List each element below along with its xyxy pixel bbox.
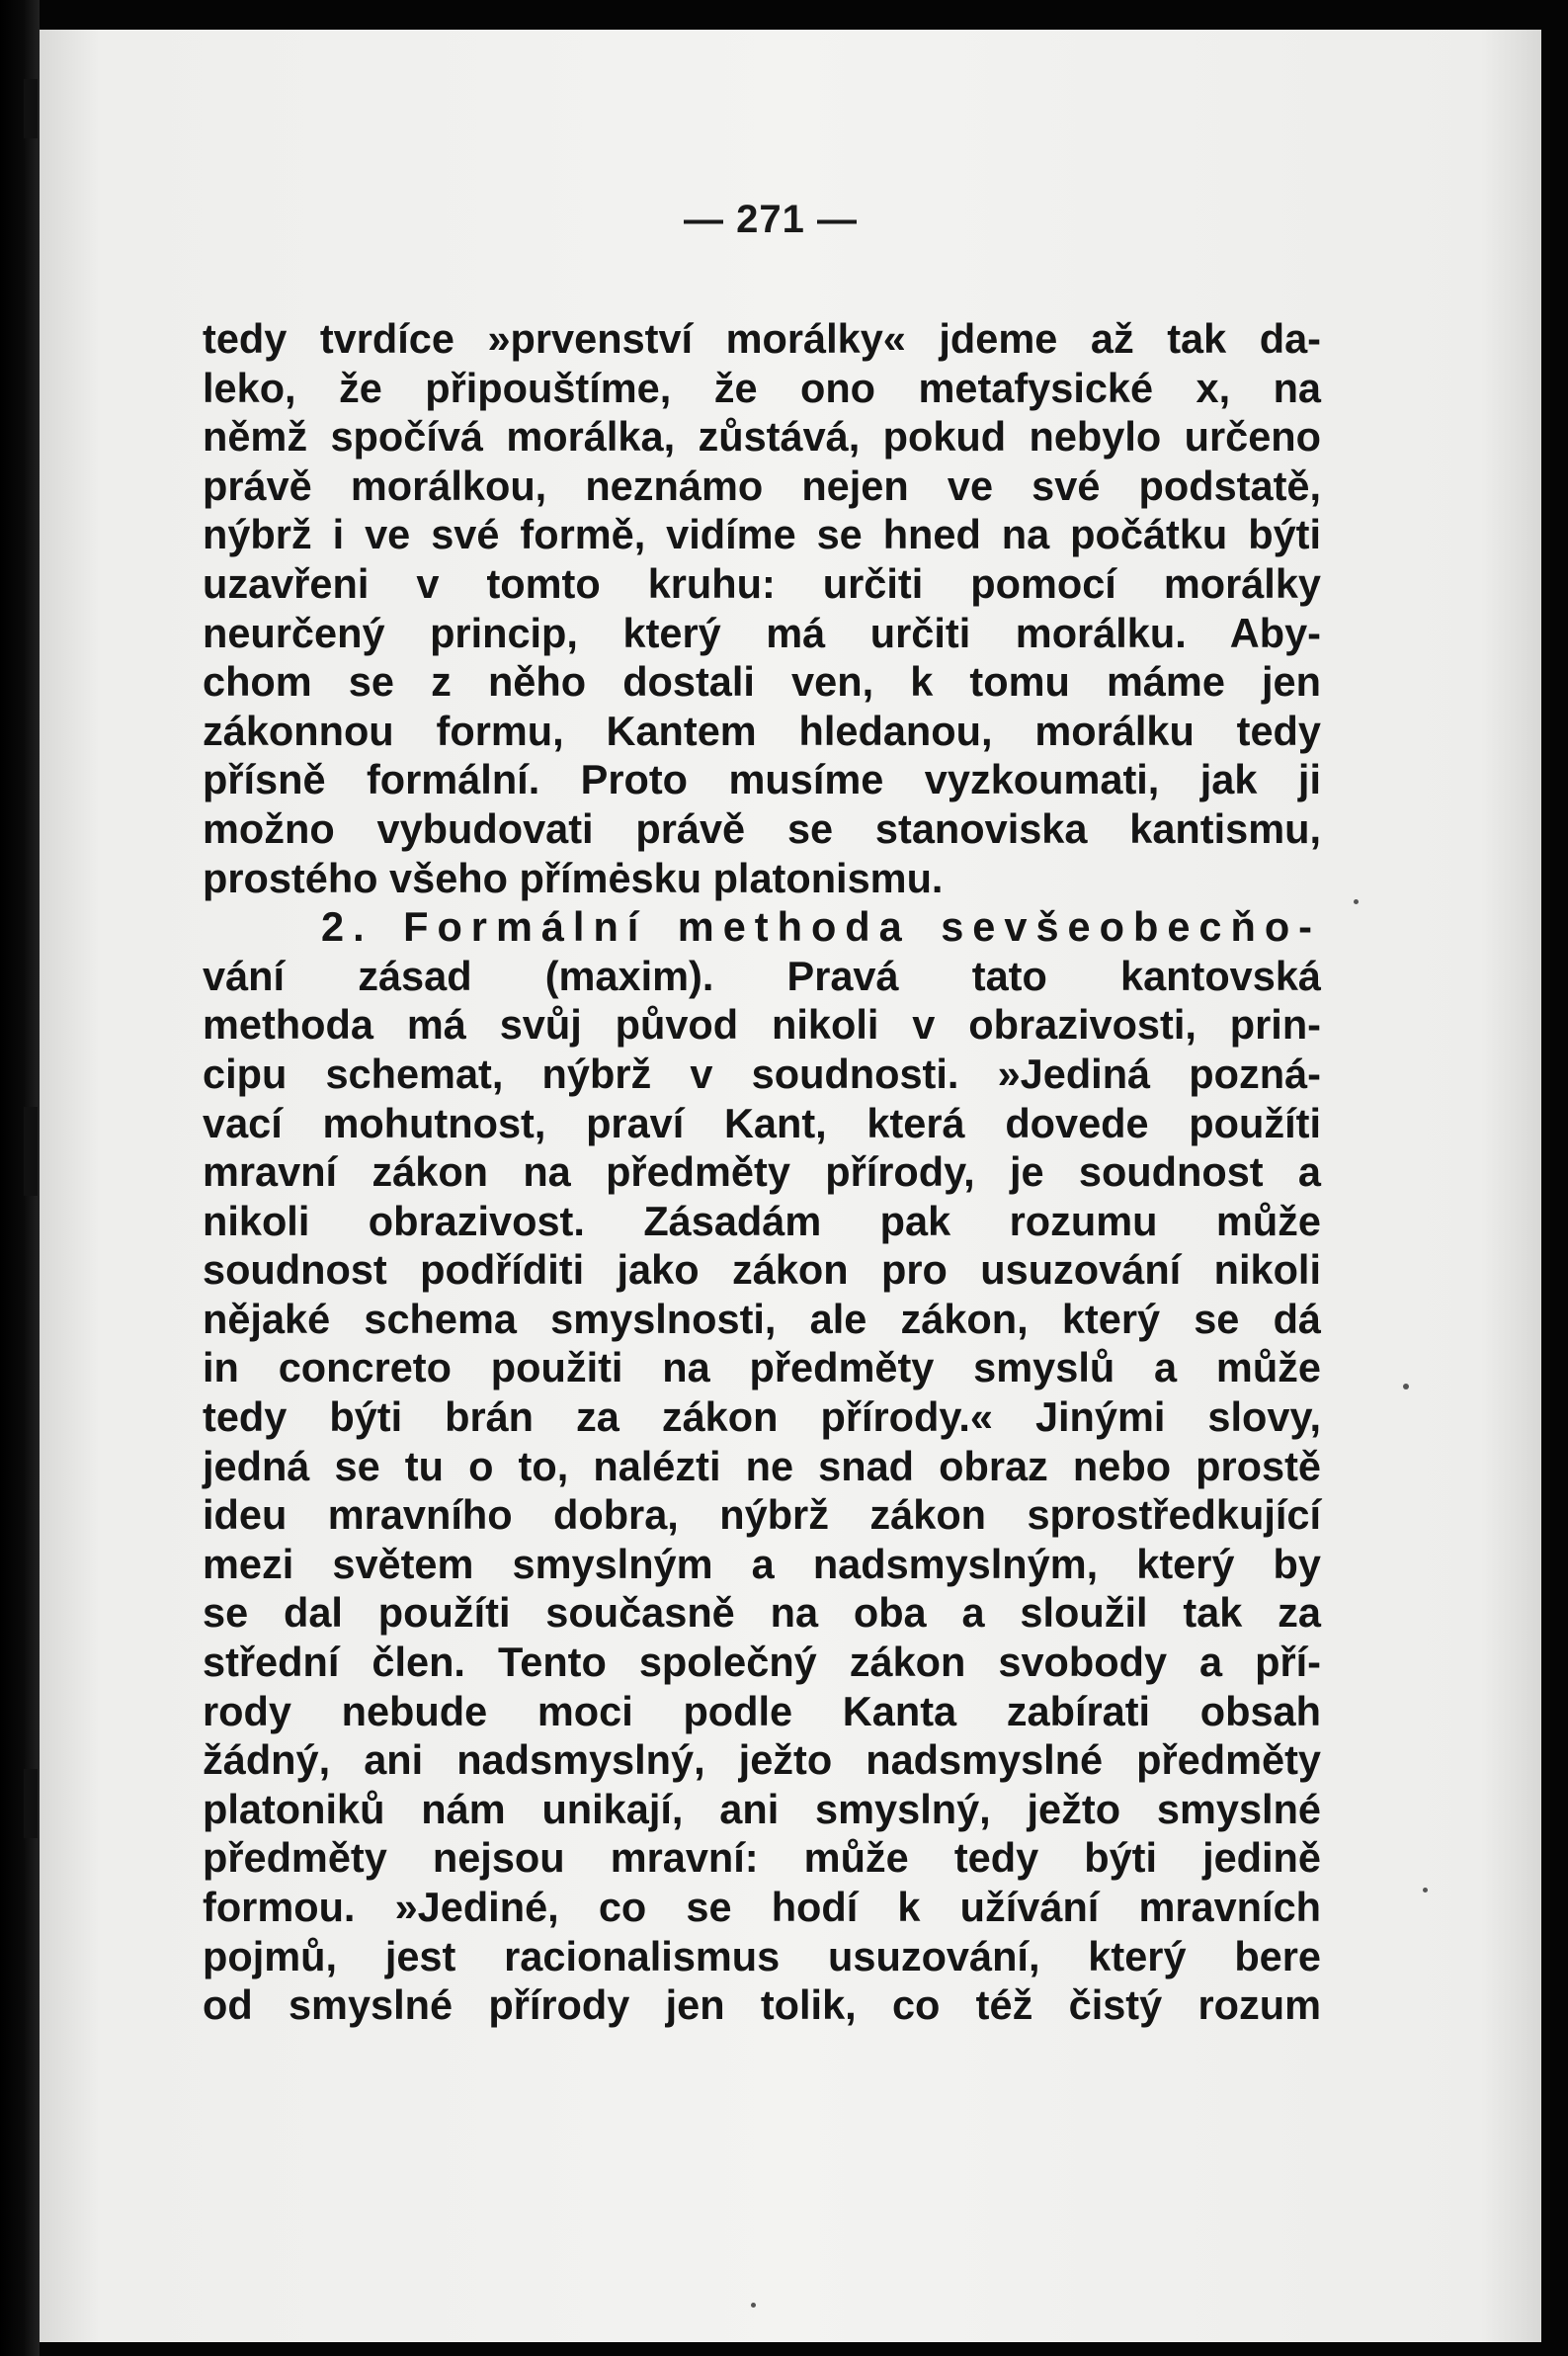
text-line: methoda má svůj původ nikoli v obrazivosti, prin- bbox=[203, 1001, 1321, 1049]
text-line: nýbrž i ve své formě, vidíme se hned na počátku býti bbox=[203, 511, 1321, 558]
text-line: formou. »Jediné, co se hodí k užívání mravních bbox=[203, 1884, 1321, 1930]
text-line: se dal použíti současně na oba a sloužil tak za bbox=[203, 1589, 1321, 1637]
text-line: platoniků nám unikají, ani smyslný, ježto smyslné bbox=[203, 1785, 1321, 1832]
section-heading-line: 2. Formální methoda sevšeobecňo- bbox=[321, 903, 1321, 951]
binding-clip-mark bbox=[24, 79, 38, 138]
text-line: vací mohutnost, praví Kant, která dovede použíti bbox=[203, 1099, 1321, 1146]
text-line: střední člen. Tento společný zákon svobody a pří- bbox=[203, 1639, 1321, 1686]
book-binding-edge bbox=[0, 0, 40, 2356]
text-line: možno vybudovati právě se stanoviska kantismu, bbox=[203, 804, 1321, 852]
text-line: uzavřeni v tomto kruhu: určiti pomocí morálky bbox=[203, 559, 1321, 607]
text-line: soudnost podříditi jako zákon pro usuzování nikoli bbox=[203, 1246, 1321, 1294]
text-line: předměty nejsou mravní: může tedy býti jedině bbox=[203, 1834, 1321, 1882]
text-line: chom se z něho dostali ven, k tomu máme jen bbox=[203, 658, 1321, 706]
text-line: neurčený princip, který má určiti morálku. Aby- bbox=[203, 609, 1321, 656]
text-line: in concreto použiti na předměty smyslů a může bbox=[203, 1344, 1321, 1391]
text-line: přísně formální. Proto musíme vyzkoumati, jak ji bbox=[203, 756, 1321, 803]
text-line: nějaké schema smyslnosti, ale zákon, který se dá bbox=[203, 1295, 1321, 1342]
text-line: tedy býti brán za zákon přírody.« Jinými slovy, bbox=[203, 1393, 1321, 1441]
text-line: němž spočívá morálka, zůstává, pokud nebylo určeno bbox=[203, 413, 1321, 461]
body-text bbox=[203, 314, 1321, 2030]
text-line: leko, že připouštíme, že ono metafysické x, na bbox=[203, 364, 1321, 411]
text-line: cipu schemat, nýbrž v soudnosti. »Jediná pozná- bbox=[203, 1050, 1321, 1097]
text-line: od smyslné přírody jen tolik, co též čistý rozum bbox=[203, 1981, 1321, 2029]
text-line: prostého všeho přímėsku platonismu. bbox=[203, 854, 944, 901]
text-line: žádný, ani nadsmyslný, ježto nadsmyslné předměty bbox=[203, 1736, 1321, 1784]
text-line: vání zásad (maxim). Pravá tato kantovská bbox=[203, 952, 1321, 999]
paper-speck bbox=[751, 2303, 756, 2308]
page-number: — 271 — bbox=[684, 198, 858, 241]
binding-clip-mark bbox=[24, 1769, 38, 1838]
text-line: mravní zákon na předměty přírody, je soudnost a bbox=[203, 1148, 1321, 1196]
paper-speck bbox=[1354, 899, 1359, 904]
text-line: nikoli obrazivost. Zásadám pak rozumu může bbox=[203, 1197, 1321, 1244]
text-line: pojmů, jest racionalismus usuzování, který bere bbox=[203, 1932, 1321, 1979]
paper-speck bbox=[1423, 1888, 1428, 1893]
text-line: právě morálkou, neznámo nejen ve své podstatě, bbox=[203, 462, 1321, 509]
text-line: mezi světem smyslným a nadsmyslným, který by bbox=[203, 1540, 1321, 1587]
paper-speck bbox=[1403, 1384, 1409, 1389]
text-line: ideu mravního dobra, nýbrž zákon sprostředkující bbox=[203, 1491, 1321, 1539]
text-line: jedná se tu o to, nalézti ne snad obraz nebo prostě bbox=[203, 1442, 1321, 1489]
text-line: rody nebude moci podle Kanta zabírati obsah bbox=[203, 1687, 1321, 1734]
binding-clip-mark bbox=[24, 1107, 38, 1196]
text-line: zákonnou formu, Kantem hledanou, morálku tedy bbox=[203, 707, 1321, 754]
text-line: tedy tvrdíce »prvenství morálky« jdeme až tak da- bbox=[203, 315, 1321, 362]
